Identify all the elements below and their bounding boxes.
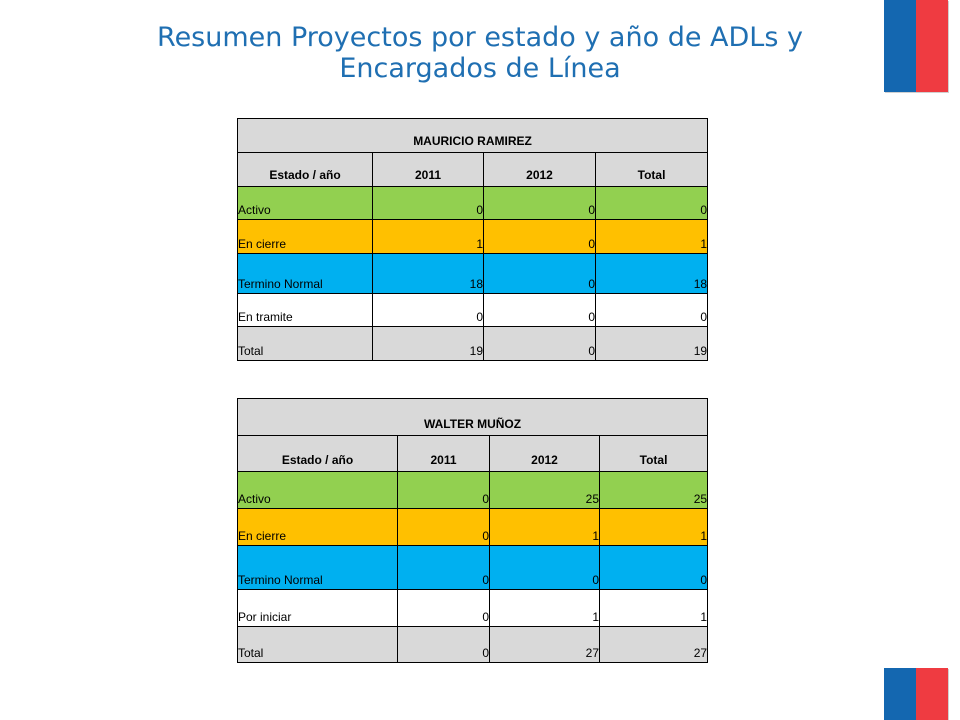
cell-2011: 0 xyxy=(398,590,490,627)
cell-2011: 0 xyxy=(373,294,484,327)
cell-2012: 0 xyxy=(484,294,596,327)
cell-total: 27 xyxy=(600,627,708,663)
row-label: Termino Normal xyxy=(238,546,398,590)
header-estado: Estado / año xyxy=(238,153,373,187)
table-row xyxy=(238,509,708,546)
table-row xyxy=(238,294,708,327)
cell-total: 25 xyxy=(600,472,708,509)
flag-logo-top xyxy=(884,0,948,92)
cell-2011: 0 xyxy=(398,472,490,509)
cell-total: 0 xyxy=(596,294,708,327)
cell-total: 19 xyxy=(596,327,708,361)
title-line-2: Encargados de Línea xyxy=(339,53,621,84)
row-label: Total xyxy=(238,627,398,663)
row-label: En cierre xyxy=(238,220,373,254)
table-header-row xyxy=(238,436,708,472)
cell-total: 0 xyxy=(600,546,708,590)
slide-title xyxy=(80,22,880,84)
cell-total: 1 xyxy=(596,220,708,254)
cell-total: 0 xyxy=(596,187,708,220)
cell-2011: 0 xyxy=(398,627,490,663)
table-row xyxy=(238,254,708,294)
table-row xyxy=(238,187,708,220)
cell-2012: 0 xyxy=(490,546,600,590)
flag-logo-bottom xyxy=(884,668,948,720)
flag-red-stripe xyxy=(916,0,948,92)
cell-2011: 0 xyxy=(398,509,490,546)
cell-2011: 0 xyxy=(398,546,490,590)
header-2012: 2012 xyxy=(484,153,596,187)
cell-2012: 0 xyxy=(484,220,596,254)
row-label: Activo xyxy=(238,187,373,220)
cell-2011: 0 xyxy=(373,187,484,220)
header-total: Total xyxy=(596,153,708,187)
header-estado: Estado / año xyxy=(238,436,398,472)
row-label: Termino Normal xyxy=(238,254,373,294)
row-label: Activo xyxy=(238,472,398,509)
cell-total: 18 xyxy=(596,254,708,294)
table-title: MAURICIO RAMIREZ xyxy=(238,119,708,153)
table-row xyxy=(238,590,708,627)
cell-2012: 1 xyxy=(490,509,600,546)
row-label: En cierre xyxy=(238,509,398,546)
flag-blue-stripe xyxy=(884,668,916,720)
title-line-1: Resumen Proyectos por estado y año de ADLs y xyxy=(157,22,803,53)
header-total: Total xyxy=(600,436,708,472)
cell-2012: 25 xyxy=(490,472,600,509)
table-row xyxy=(238,472,708,509)
table-header-row xyxy=(238,153,708,187)
row-label: Total xyxy=(238,327,373,361)
cell-2012: 27 xyxy=(490,627,600,663)
header-2011: 2011 xyxy=(373,153,484,187)
cell-2011: 1 xyxy=(373,220,484,254)
cell-2011: 19 xyxy=(373,327,484,361)
flag-blue-stripe xyxy=(884,0,916,92)
cell-2011: 18 xyxy=(373,254,484,294)
cell-total: 1 xyxy=(600,509,708,546)
table-total-row xyxy=(238,627,708,663)
cell-2012: 0 xyxy=(484,327,596,361)
cell-2012: 1 xyxy=(490,590,600,627)
row-label: En tramite xyxy=(238,294,373,327)
table-row xyxy=(238,220,708,254)
cell-2012: 0 xyxy=(484,187,596,220)
table-row xyxy=(238,546,708,590)
cell-2012: 0 xyxy=(484,254,596,294)
table-mauricio-ramirez xyxy=(237,118,708,361)
table-title: WALTER MUÑOZ xyxy=(238,399,708,436)
header-2012: 2012 xyxy=(490,436,600,472)
header-2011: 2011 xyxy=(398,436,490,472)
cell-total: 1 xyxy=(600,590,708,627)
table-walter-munoz xyxy=(237,398,708,663)
flag-red-stripe xyxy=(916,668,948,720)
row-label: Por iniciar xyxy=(238,590,398,627)
table-total-row xyxy=(238,327,708,361)
